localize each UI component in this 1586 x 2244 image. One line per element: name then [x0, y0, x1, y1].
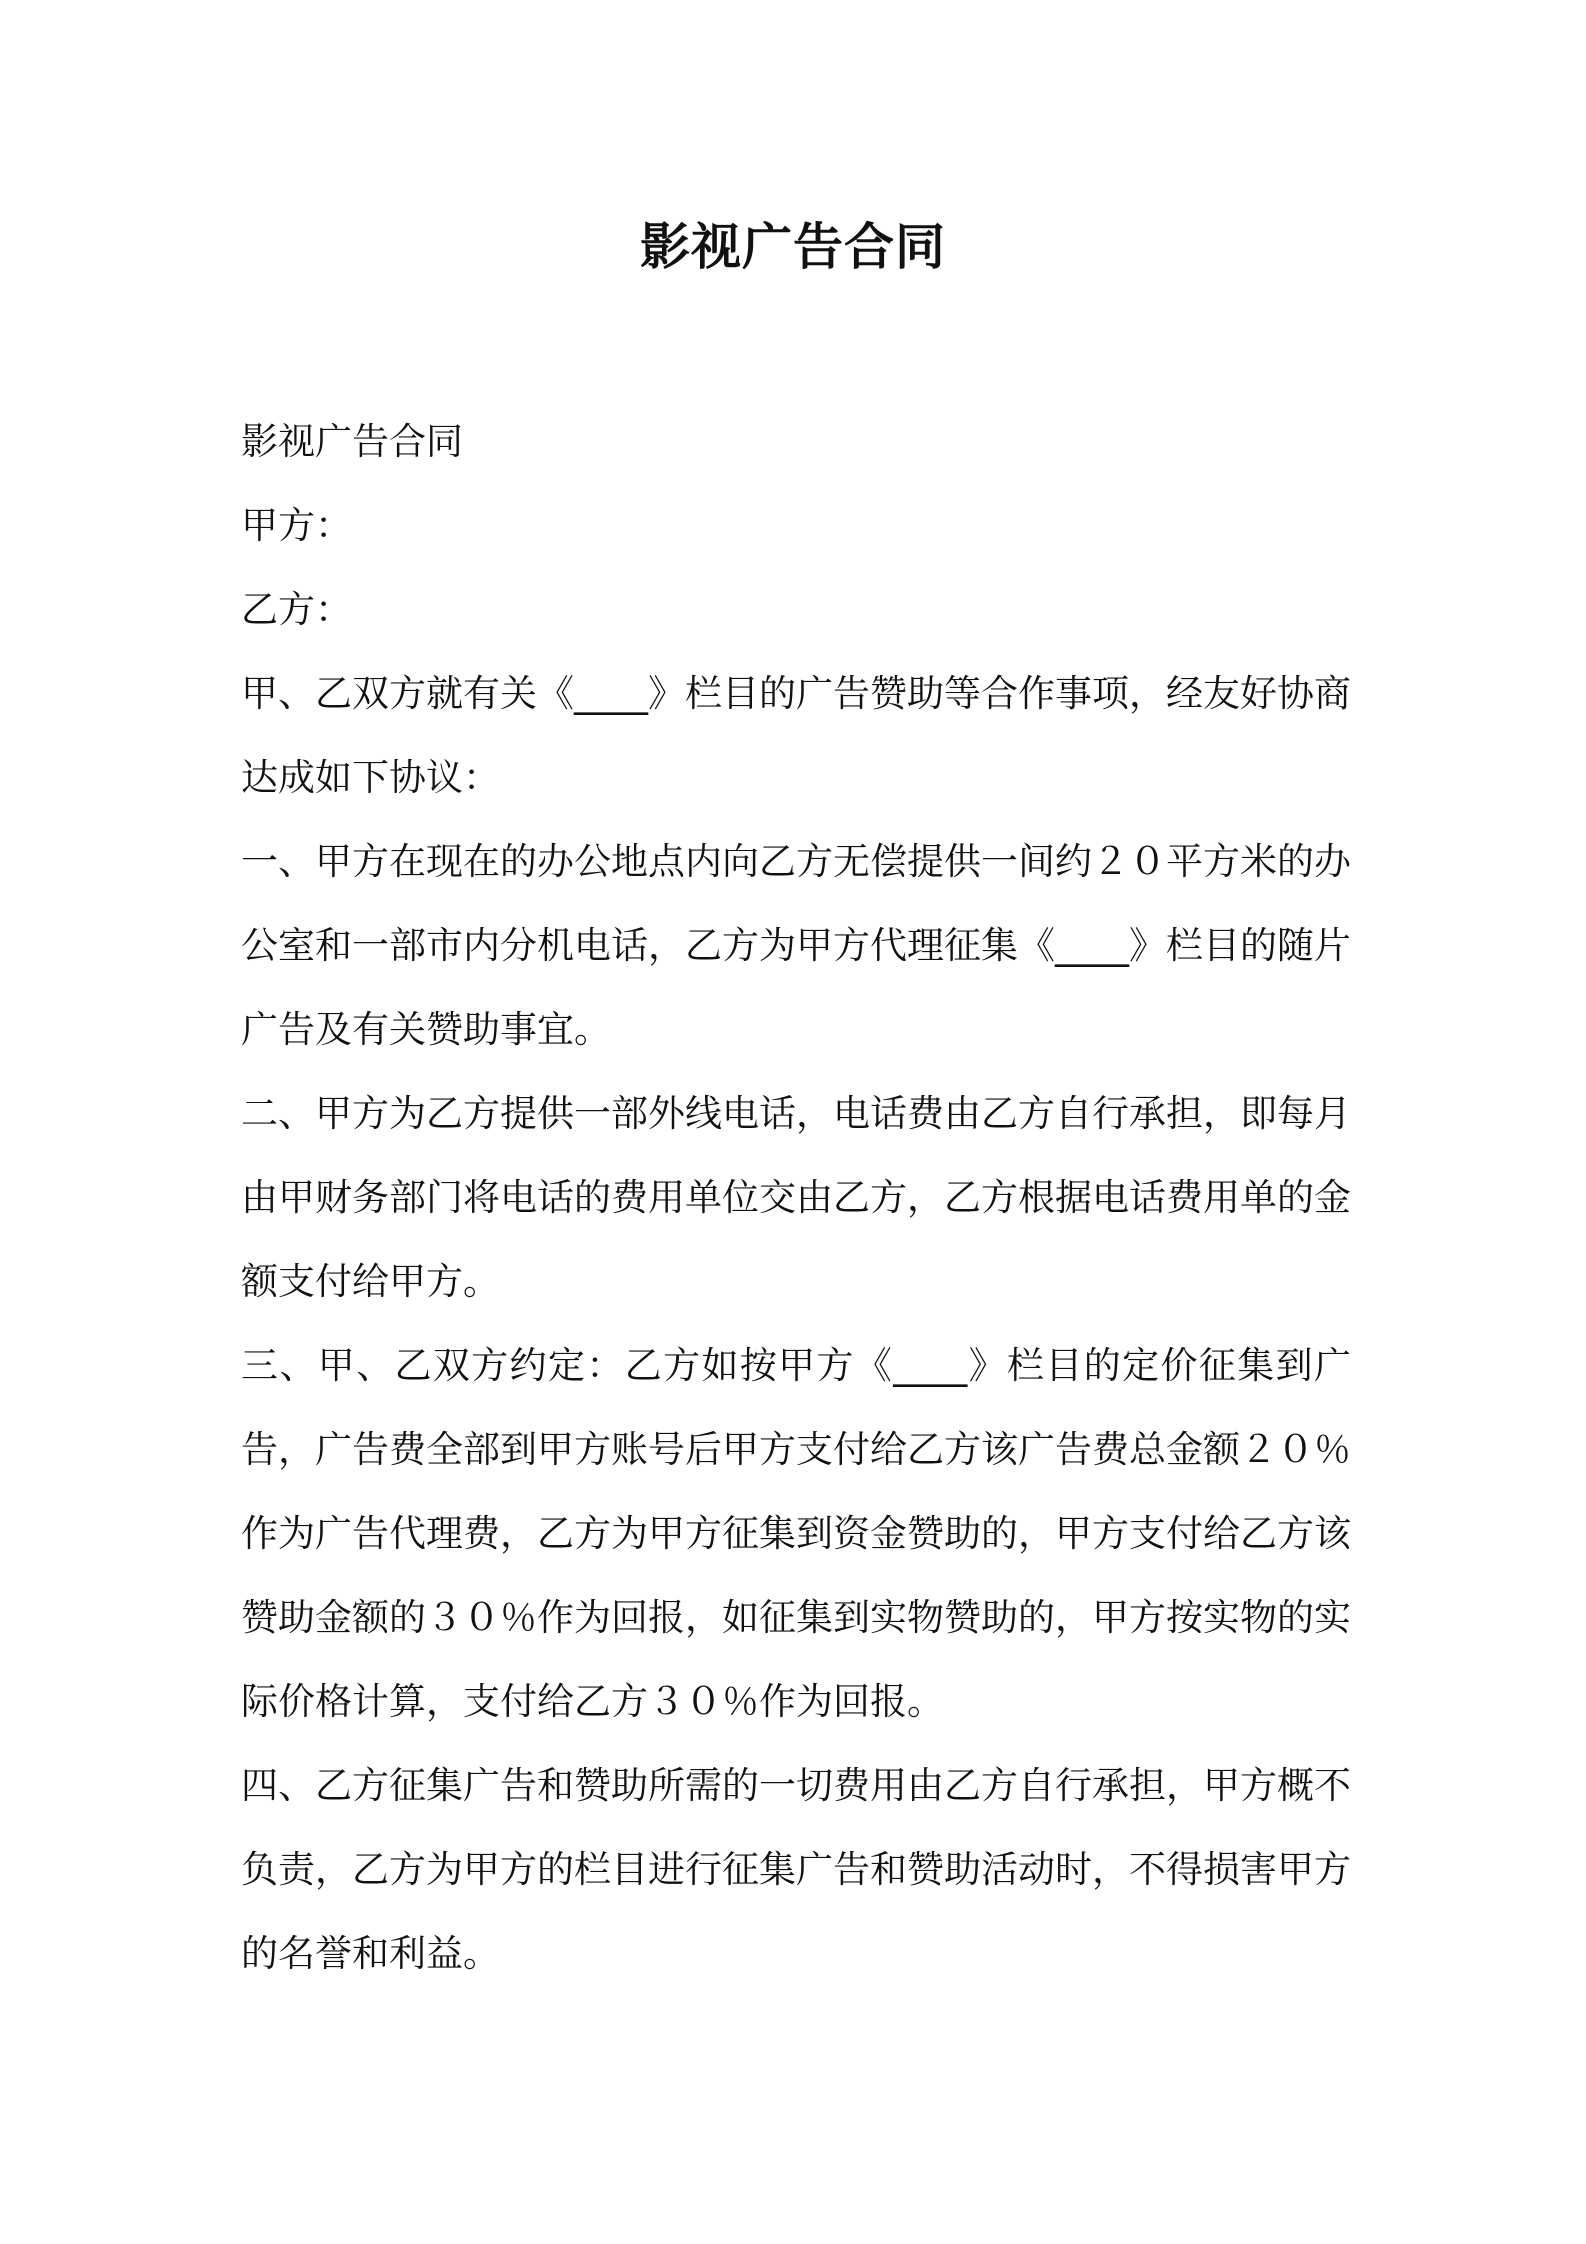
paragraph-clause-2: 二、甲方为乙方提供一部外线电话，电话费由乙方自行承担，即每月由甲财务部门将电话的费用单位交由乙方，乙方根据电话费用单的金额支付给甲方。	[241, 1092, 1351, 1303]
paragraph-clause-4: 四、乙方征集广告和赞助所需的一切费用由乙方自行承担，甲方概不负责，乙方为甲方的栏目进行征集广告和赞助活动时，不得损害甲方的名誉和利益。	[241, 1764, 1351, 1975]
paragraph-party-a: 甲方：	[241, 504, 352, 547]
paragraph-clause-3: 三、甲、乙双方约定：乙方如按甲方《____》栏目的定价征集到广告，广告费全部到甲方账号后甲方支付给乙方该广告费总金额２０％作为广告代理费，乙方为甲方征集到资金赞助的，甲方支付给乙方该赞助金额的３０％作为回报，如征集到实物赞助的，甲方按实物的实际价格计算，支付给乙方３０％作为回报。	[241, 1344, 1351, 1723]
paragraph-clause-1: 一、甲方在现在的办公地点内向乙方无偿提供一间约２０平方米的办公室和一部市内分机电话，乙方为甲方代理征集《____》栏目的随片广告及有关赞助事宜。	[241, 840, 1351, 1051]
paragraph-party-b: 乙方：	[241, 588, 352, 631]
document-body	[241, 400, 1351, 1996]
paragraph-heading: 影视广告合同	[241, 420, 463, 463]
paragraph-preamble: 甲、乙双方就有关《____》栏目的广告赞助等合作事项，经友好协商达成如下协议：	[241, 672, 1351, 799]
document-title: 影视广告合同	[640, 218, 946, 276]
